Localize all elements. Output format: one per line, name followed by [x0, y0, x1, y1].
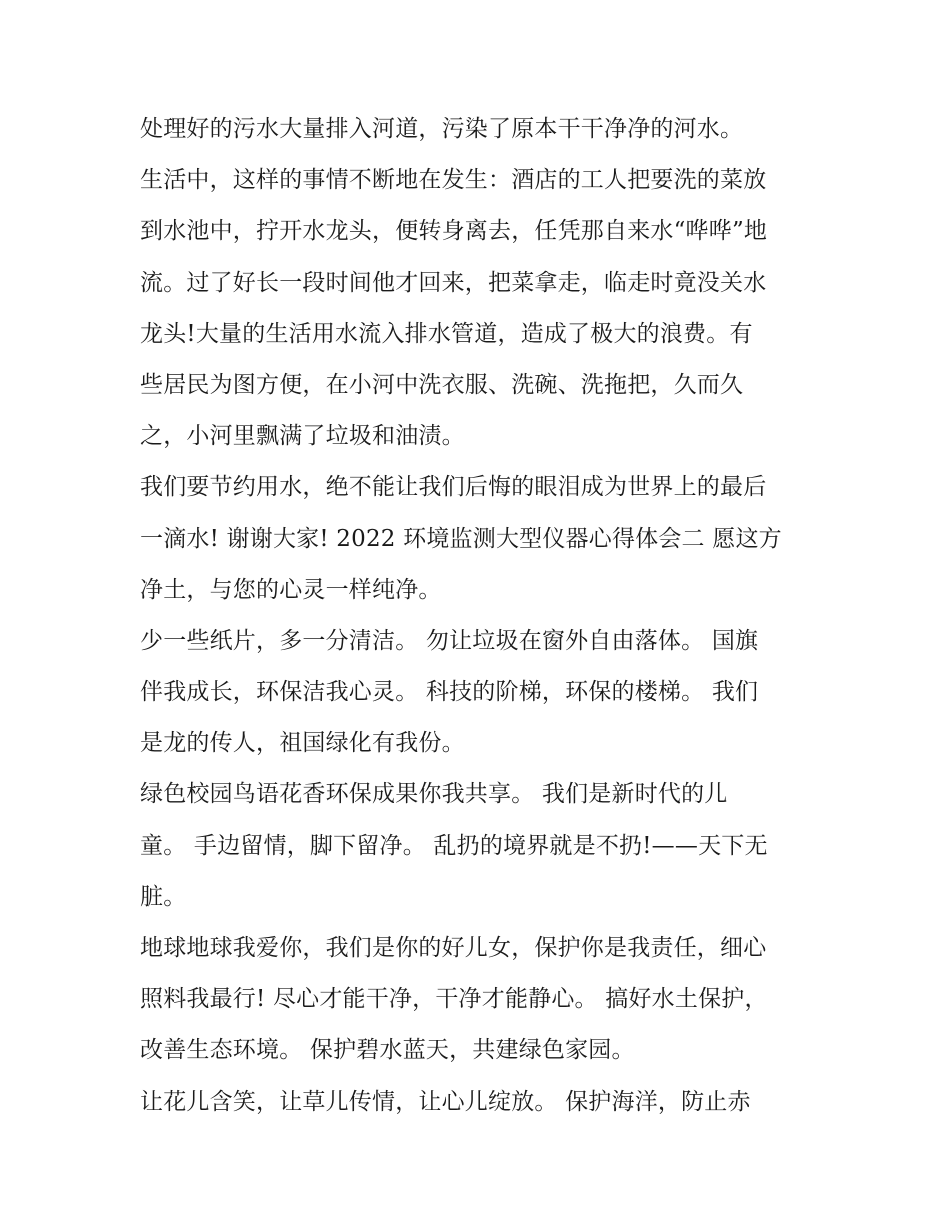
text-line: 地球地球我爱你，我们是你的好儿女，保护你是我责任，细心 — [140, 935, 767, 961]
text-line: 处理好的污水大量排入河道，污染了原本干干净净的河水。 — [140, 116, 744, 142]
text-line: 些居民为图方便，在小河中洗衣服、洗碗、洗拖把，久而久 — [140, 371, 744, 398]
text-line: 流。过了好长一段时间他才回来，把菜拿走，临走时竟没关水 — [140, 269, 767, 296]
text-line: 脏。 — [140, 883, 187, 910]
text-line: 到水池中，拧开水龙头，便转身离去，任凭那自来水“哗哗”地 — [140, 218, 768, 245]
text-line: 是龙的传人，祖国绿化有我份。 — [140, 730, 465, 757]
text-line: 我们要节约用水，绝不能让我们后悔的眼泪成为世界上的最后 — [140, 474, 767, 501]
text-line: 让花儿含笑，让草儿传情，让心儿绽放。 保护海洋，防止赤 — [140, 1088, 751, 1115]
text-line: 童。 手边留情，脚下留净。 乱扔的境界就是不扔!——天下无 — [140, 832, 768, 859]
text-line: 龙头!大量的生活用水流入排水管道，造成了极大的浪费。有 — [140, 320, 753, 347]
text-line: 少一些纸片，多一分清洁。 勿让垃圾在窗外自由落体。 国旗 — [140, 627, 759, 654]
text-line: 净土，与您的心灵一样纯净。 — [140, 576, 442, 603]
text-line: 一滴水! 谢谢大家! 2022 环境监测大型仪器心得体会二 愿这方 — [140, 525, 782, 552]
text-line: 改善生态环境。 保护碧水蓝天，共建绿色家园。 — [140, 1037, 635, 1064]
text-line: 之，小河里飘满了垃圾和油渍。 — [140, 423, 465, 450]
text-line: 生活中，这样的事情不断地在发生：酒店的工人把要洗的菜放 — [140, 167, 767, 194]
text-line: 伴我成长，环保洁我心灵。 科技的阶梯，环保的楼梯。 我们 — [140, 679, 759, 706]
text-line: 照料我最行! 尽心才能干净，干净才能静心。 搞好水土保护， — [140, 986, 768, 1013]
document-body — [140, 104, 820, 1128]
text-line: 绿色校园鸟语花香环保成果你我共享。 我们是新时代的儿 — [140, 781, 728, 808]
